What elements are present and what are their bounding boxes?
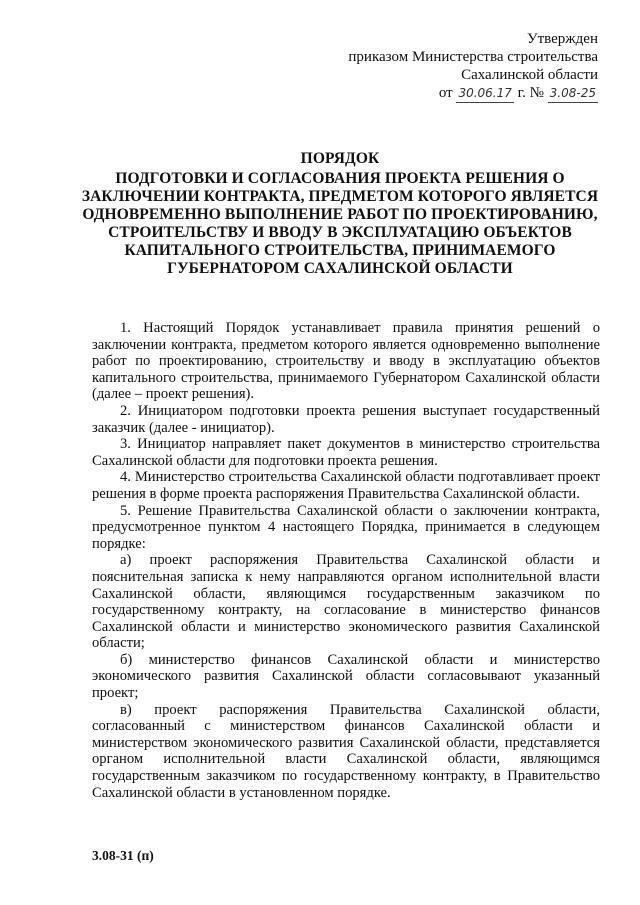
paragraph-4: 4. Министерство строительства Сахалинской области подготавливает проект решения в форме проекта распоряжения Правительства Сахалинской области.: [92, 469, 600, 502]
approval-date: 30.06.17: [456, 84, 513, 103]
paragraph-1: 1. Настоящий Порядок устанавливает правила принятия решений о заключении контракта, предметом которого является одновременно выполнение работ по проектированию, строительству и вводу в эксплуатацию объектов капитального строительства, принимаемого Губернатором Сахалинской области (далее – проект решения).: [92, 320, 600, 403]
approval-line-1: Утвержден: [526, 31, 598, 47]
title-line-2: ПОДГОТОВКИ И СОГЛАСОВАНИЯ ПРОЕКТА РЕШЕНИЯ О ЗАКЛЮЧЕНИИ КОНТРАКТА, ПРЕДМЕТОМ КОТОРОГО ЯВЛЯЕТСЯ ОДНОВРЕМЕННО ВЫПОЛНЕНИЕ РАБОТ ПО ПРОЕКТИРОВАНИЮ, СТРОИТЕЛЬСТВУ И ВВОДУ В ЭКСПЛУАТАЦИЮ ОБЪЕКТОВ КАПИТАЛЬНОГО СТРОИТЕЛЬСТВА, ПРИНИМАЕМОГО ГУБЕРНАТОРОМ САХАЛИНСКОЙ ОБЛАСТИ: [81, 170, 599, 277]
document-title: [80, 150, 600, 278]
paragraph-3: 3. Инициатор направляет пакет документов в министерство строительства Сахалинской области для подготовки проекта решения.: [92, 436, 600, 469]
paragraph-5a: а) проект распоряжения Правительства Сахалинской области и пояснительная записка к нему направляются органом исполнительной власти Сахалинской области, являющимся государственным заказчиком по государственному контракту, на согласование в министерство финансов Сахалинской области и министерство экономического развития Сахалинской области;: [92, 552, 600, 652]
approval-block: [348, 30, 598, 103]
approval-number: 3.08-25: [548, 84, 598, 103]
paragraph-5: 5. Решение Правительства Сахалинской области о заключении контракта, предусмотренное пунктом 4 настоящего Порядка, принимается в следующем порядке:: [92, 502, 600, 552]
title-line-1: ПОРЯДОК: [300, 150, 380, 167]
approval-middle: г. №: [517, 85, 544, 101]
paragraph-5c: в) проект распоряжения Правительства Сахалинской области, согласованный с министерством финансов Сахалинской области и министерством экономического развития Сахалинской области, представляется органом исполнительной власти Сахалинской области, являющимся государственным заказчиком по государственному контракту, в Правительство Сахалинской области в установленном порядке.: [92, 701, 600, 801]
approval-line-3: Сахалинской области: [461, 67, 598, 83]
document-code: 3.08-31 (п): [92, 848, 154, 863]
approval-line-4: [348, 84, 598, 103]
paragraph-2: 2. Инициатором подготовки проекта решения выступает государственный заказчик (далее - инициатор).: [92, 402, 600, 436]
document-body: [92, 320, 600, 801]
approval-prefix: от: [438, 85, 453, 101]
approval-line-2: приказом Министерства строительства: [348, 49, 598, 65]
paragraph-5b: б) министерство финансов Сахалинской области и министерство экономического развития Сахалинской области согласовывают указанный проект;: [92, 651, 600, 702]
